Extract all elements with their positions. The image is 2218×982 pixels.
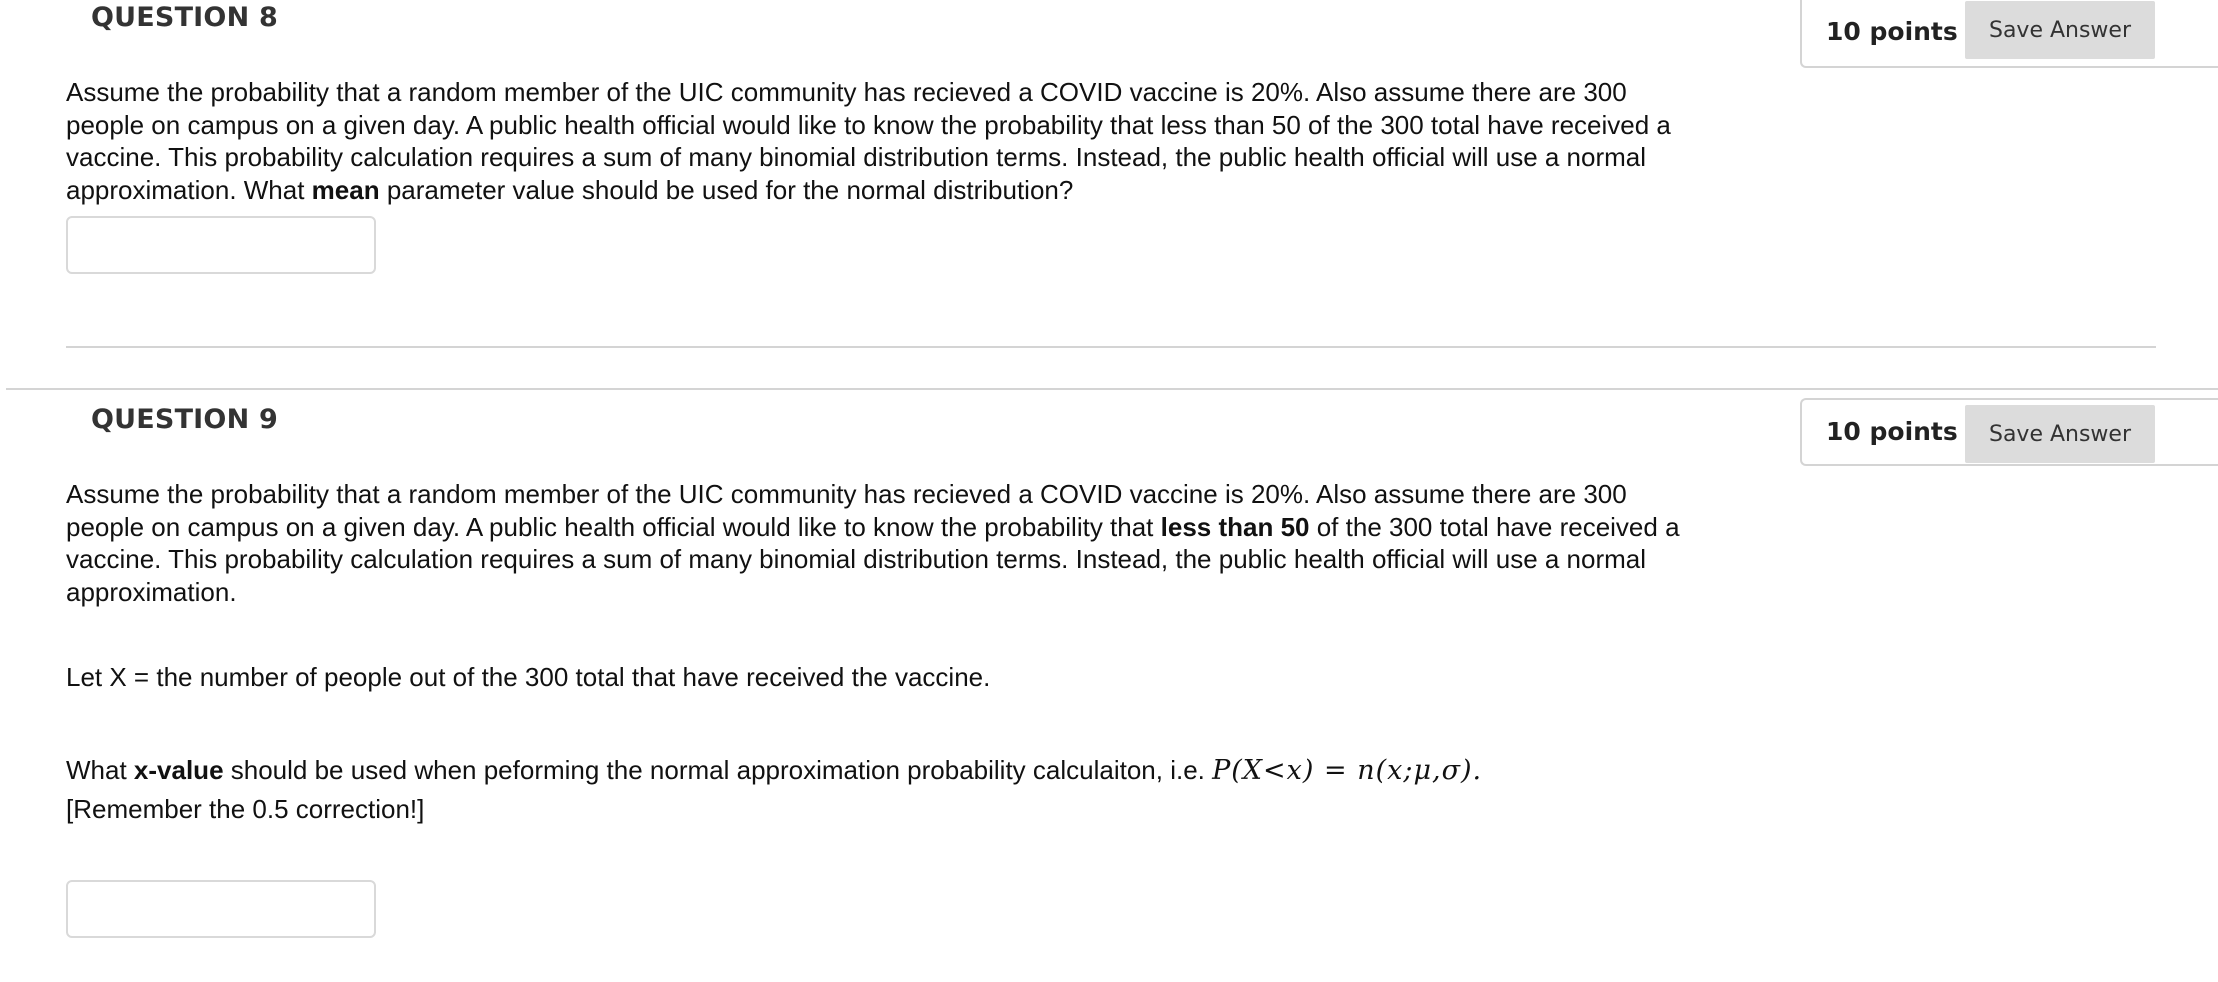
bold-term: mean [311,174,380,205]
points-label: 10 points [1826,17,1958,46]
question-paragraph: What x-value should be used when peforming the normal approximation probability calculaiton, i.e. P(X<x) = n(x;μ,σ). [66,754,1483,786]
question-paragraph: Assume the probability that a random member of the UIC community has recieved a COVID vaccine is 20%. Also assume there are 300 people on campus on a given day. A public health official would like to know the probability that less than 50 of the 300 total have received a vaccine. This probability calculation requires a sum of many binomial distribution terms. Instead, the public health official will use a normal approximation. What mean parameter value should be used for the normal distribution? [66,77,1671,205]
question-paragraph: [Remember the 0.5 correction!] [66,794,425,824]
bold-term: less than 50 [1160,511,1310,542]
question-8 [0,0,2218,350]
points-label: 10 points [1826,417,1958,446]
question-title: QUESTION 8 [91,2,278,33]
save-answer-button[interactable]: Save Answer [1965,405,2155,463]
question-text [66,478,1706,826]
answer-input[interactable] [66,216,376,274]
question-paragraph: Assume the probability that a random member of the UIC community has recieved a COVID vaccine is 20%. Also assume there are 300 people on campus on a given day. A public health official would like to know the probability that less than 50 of the 300 total have received a vaccine. This probability calculation requires a sum of many binomial distribution terms. Instead, the public health official will use a normal approximation. [66,479,1680,607]
question-9 [0,388,2218,982]
points-panel [1800,398,2218,466]
question-title: QUESTION 9 [91,404,278,435]
question-divider [6,388,2218,390]
save-answer-button[interactable]: Save Answer [1965,1,2155,59]
question-text [66,76,1706,206]
question-paragraph: Let X = the number of people out of the 300 total that have received the vaccine. [66,662,991,692]
points-panel [1800,0,2218,68]
math-formula: P(X<x) = n(x;μ,σ). [1212,754,1483,786]
bold-term: x-value [133,754,224,785]
divider [66,346,2156,348]
answer-input[interactable] [66,880,376,938]
